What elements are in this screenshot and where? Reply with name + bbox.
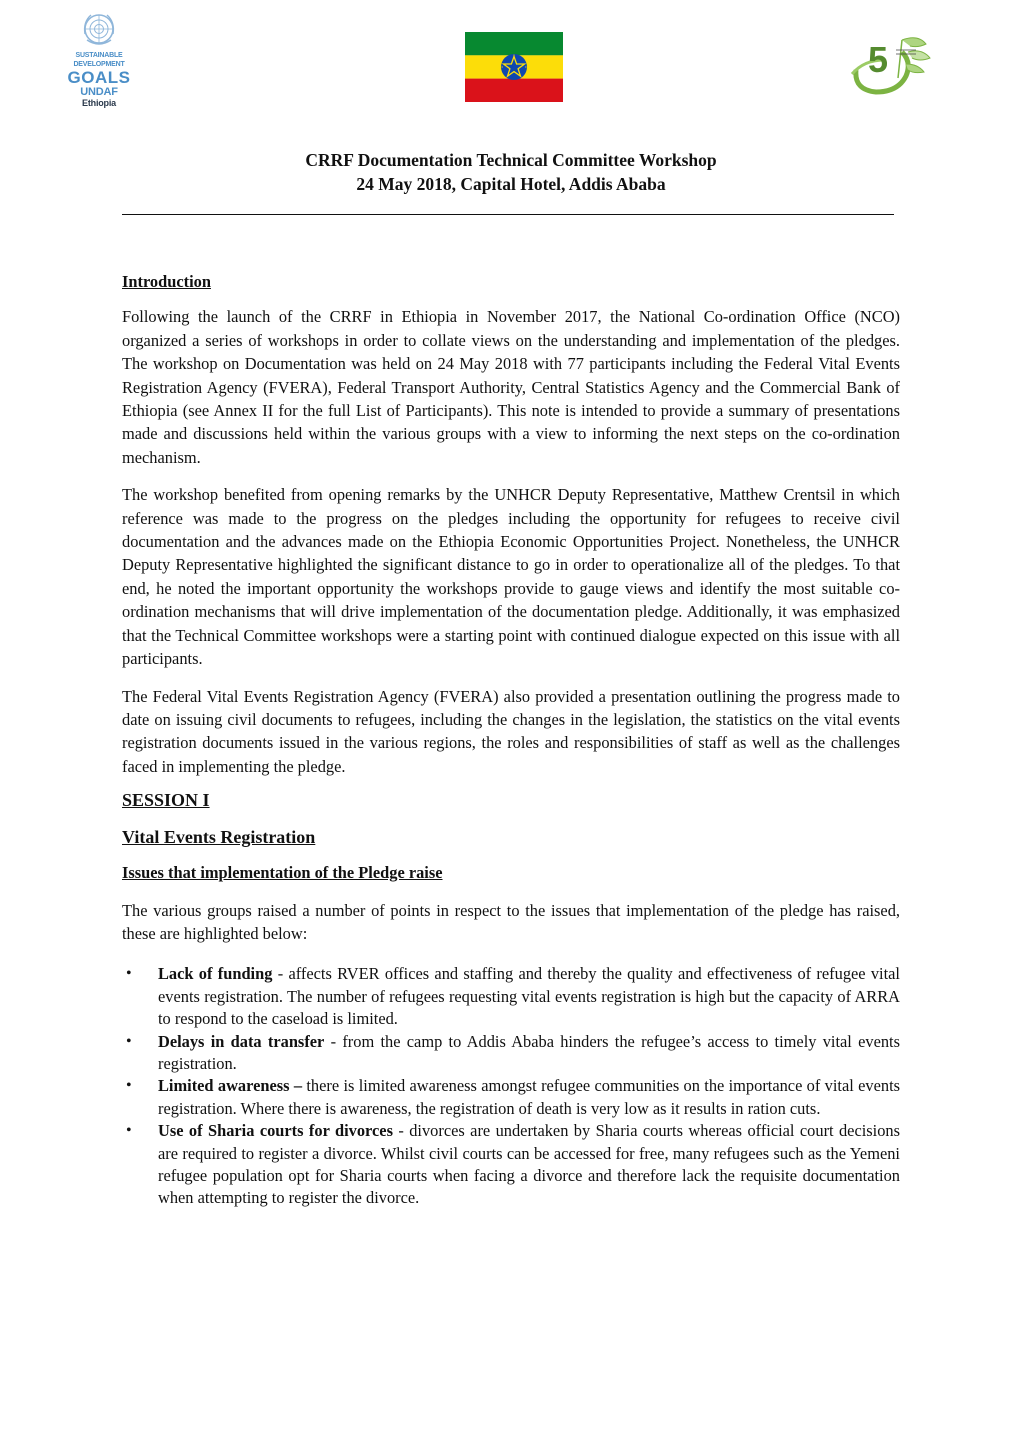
- session-heading: SESSION I: [122, 790, 210, 811]
- document-body: [122, 270, 900, 1210]
- ethiopia-flag: [465, 32, 563, 102]
- bullet-icon: •: [126, 1122, 132, 1140]
- title-line-2: 24 May 2018, Capital Hotel, Addis Ababa: [356, 174, 666, 194]
- bullet-icon: •: [126, 1032, 132, 1050]
- intro-paragraph-3: The Federal Vital Events Registration Agency (FVERA) also provided a presentation outlining the progress made to date on issuing civil documents to refugees, including the changes in the legislation, the statistics on the vital events registration documents issued in the various regions, the roles and responsibilities of staff as well as the challenges faced in implementing the pledge.: [122, 686, 900, 776]
- list-item-term: Lack of funding: [158, 964, 273, 984]
- issues-heading: Issues that implementation of the Pledge raise: [122, 863, 443, 883]
- list-item-text: - divorces are undertaken by Sharia courts whereas official court decisions are required to register a divorce. Whilst civil courts can be accessed for free, many refugees such as the Yemeni refugee population opt for Sharia courts when facing a divorce and therefore lack the requisite documentation when attempting to register the divorce.: [158, 1121, 900, 1208]
- list-item: [122, 963, 900, 1030]
- bullet-icon: •: [126, 965, 132, 983]
- un-emblem-icon: [79, 10, 119, 50]
- document-title: [122, 148, 900, 196]
- list-item: [122, 1075, 900, 1120]
- session-subheading: Vital Events Registration: [122, 827, 316, 848]
- bullet-icon: •: [126, 1077, 132, 1095]
- list-item-term: Limited awareness –: [158, 1076, 303, 1096]
- anniversary-logo: [846, 30, 932, 98]
- sdg-undaf-logo: [66, 10, 132, 120]
- list-item-text: - affects RVER offices and staffing and thereby the quality and effectiveness of refugee vital events registration. The number of refugees requesting vital events registration is high but the capacity of ARRA to respond to the caseload is limited.: [158, 964, 900, 1029]
- title-line-1: CRRF Documentation Technical Committee Workshop: [305, 150, 717, 170]
- list-item-text: there is limited awareness amongst refugee communities on the importance of vital events registration. Where there is awareness, the registration of death is very low as it results in ration cuts.: [158, 1076, 901, 1118]
- issues-intro-paragraph: The various groups raised a number of points in respect to the issues that implementation of the pledge has raised, these are highlighted below:: [122, 900, 900, 943]
- sdg-logo-line2: DEVELOPMENT: [73, 61, 125, 68]
- list-item: [122, 1031, 900, 1076]
- intro-paragraph-1: Following the launch of the CRRF in Ethiopia in November 2017, the National Co-ordination Office (NCO) organized a series of workshops in order to collate views on the understanding and implementation of the pledges. The workshop on Documentation was held on 24 May 2018 with 77 participants including the Federal Vital Events Registration Agency (FVERA), Federal Transport Authority, Central Statistics Agency and the Commercial Bank of Ethiopia (see Annex II for the full List of Participants). This note is intended to provide a summary of presentations made and discussions held within the various groups with a view to informing the next steps on the co-ordination mechanism.: [122, 307, 900, 467]
- sdg-logo-undaf: UNDAF: [80, 86, 118, 98]
- intro-paragraph-2: The workshop benefited from opening remarks by the UNHCR Deputy Representative, Matthew Crentsil in which reference was made to the progress on the pledges including the opportunity for refugees to receive civil documentation and the advances made on the Ethiopia Economic Opportunities Project. Nonetheless, the UNHCR Deputy Representative highlighted the significant distance to go in order to operationalize all of the pledges. To that end, he noted the important opportunity the workshops provide to gauge views and identify the most suitable co-ordination mechanisms that will drive implementation of the documentation pledge. Additionally, it was emphasized that the Technical Committee workshops were a starting point with continued dialogue expected on this issue with all participants.: [122, 485, 900, 669]
- list-item-term: Delays in data transfer: [158, 1031, 325, 1051]
- list-item: [122, 1120, 900, 1210]
- sdg-logo-country: Ethiopia: [82, 98, 116, 108]
- sdg-logo-goals: GOALS: [67, 68, 131, 87]
- list-item-text: - from the camp to Addis Ababa hinders the refugee’s access to timely vital events registration.: [158, 1031, 900, 1073]
- introduction-heading: Introduction: [122, 272, 211, 291]
- list-item-term: Use of Sharia courts for divorces: [158, 1121, 393, 1141]
- title-divider: [122, 214, 894, 215]
- issues-list: [122, 963, 900, 1209]
- anniversary-logo-numeral: 5: [868, 39, 889, 80]
- sdg-logo-line1: SUSTAINABLE: [75, 52, 123, 59]
